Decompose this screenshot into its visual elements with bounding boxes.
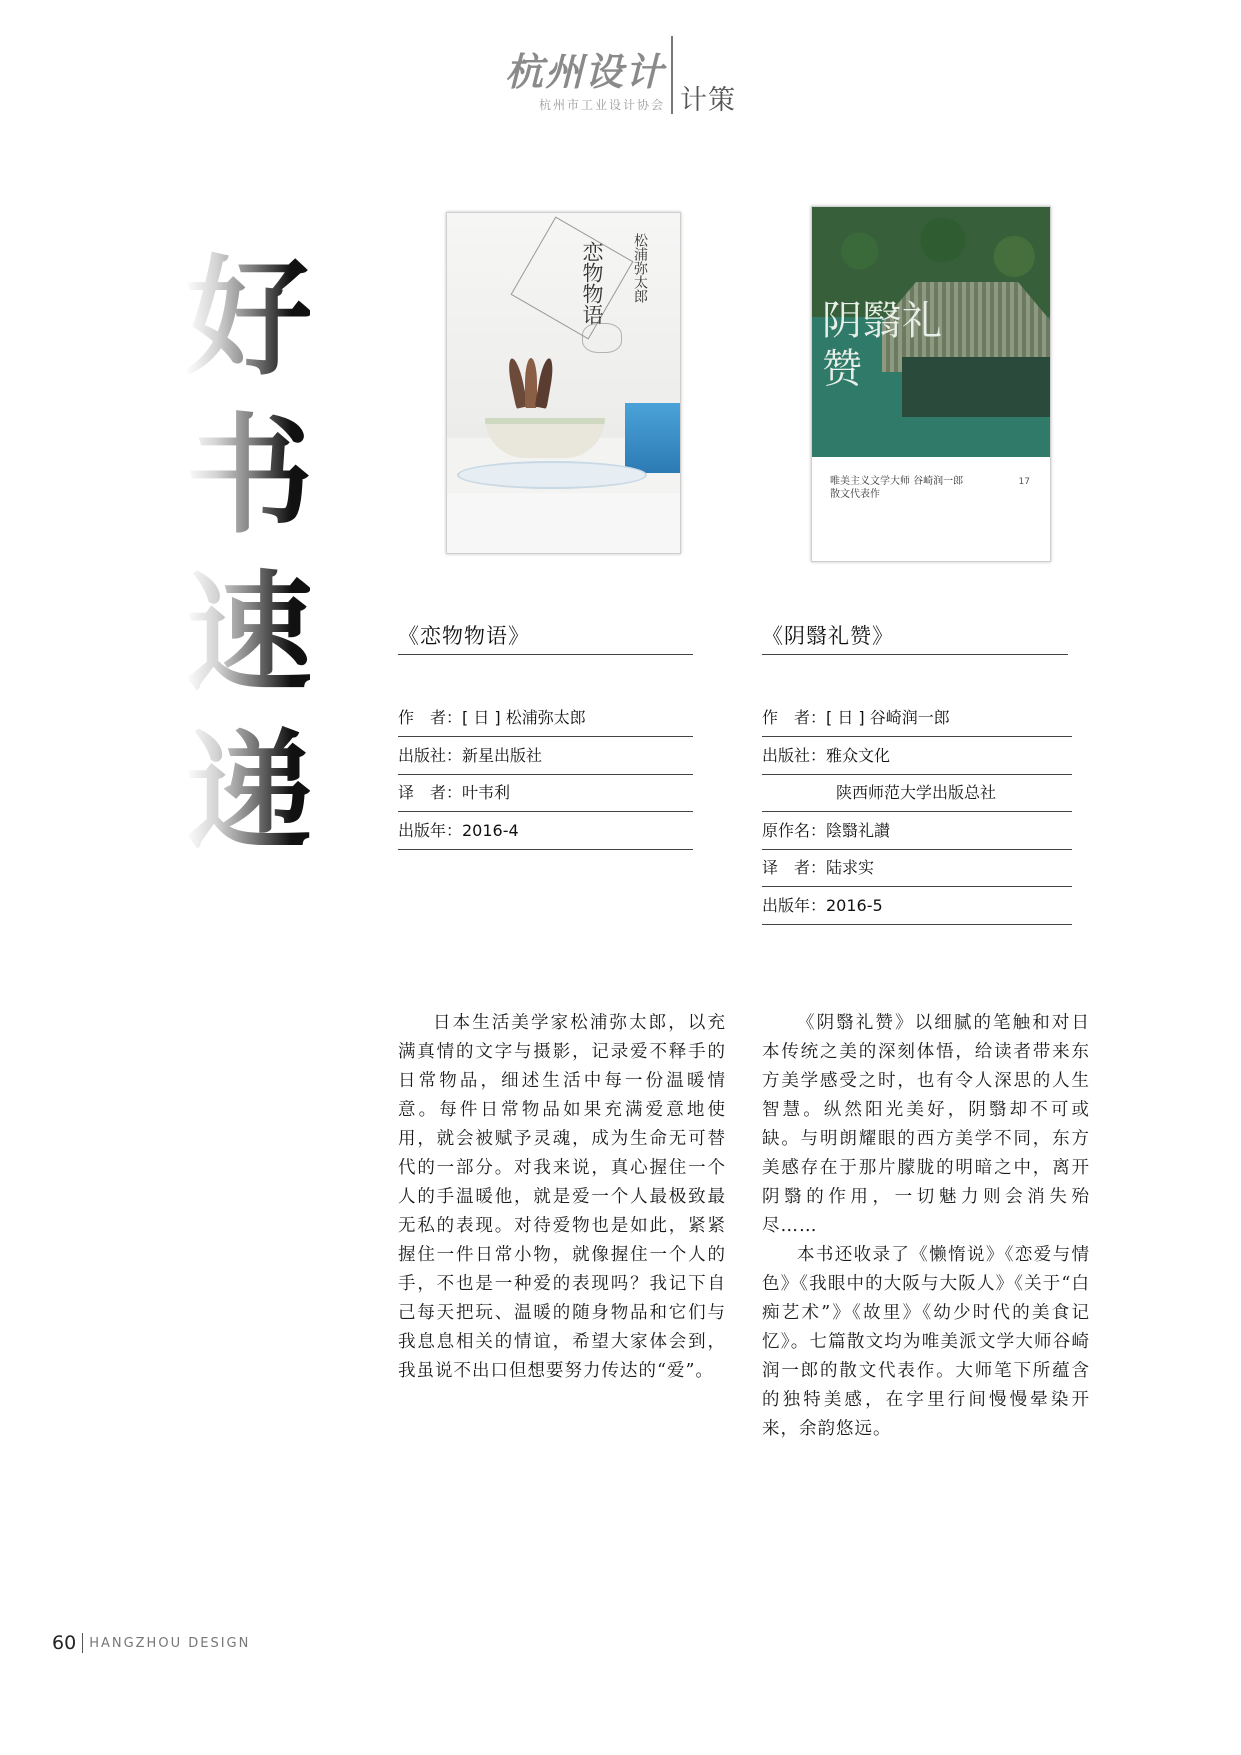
magazine-name: HANGZHOU DESIGN bbox=[89, 1635, 251, 1651]
title-char: 好 bbox=[185, 240, 310, 398]
section-label: 计策 bbox=[680, 85, 736, 116]
review-paragraph: 日本生活美学家松浦弥太郎，以充满真情的文字与摄影，记录爱不释手的日常物品，细述生活中每一份温暖情意。每件日常物品如果充满爱意地使用，就会被赋予灵魂，成为生命无可替代的一部分。对我来说，真心握住一个人的手温暖他，就是爱一个人最极致最无私的表现。对待爱物也是如此，紧紧握住一件日常小物，就像握住一个人的手，不也是一种爱的表现吗？我记下自己每天把玩、温暖的随身物品和它们与我息息相关的情谊，希望大家体会到，我虽说不出口但想要努力传达的“爱”。 bbox=[398, 1013, 726, 1381]
book2-info-publisher-2: 陕西师范大学出版总社 bbox=[762, 782, 1072, 812]
brand-subtitle: 杭州市工业设计协会 bbox=[538, 98, 665, 112]
wooden-utensils-photo bbox=[507, 348, 557, 408]
book2-title: 《阴翳礼赞》 bbox=[762, 624, 894, 648]
page-title bbox=[185, 240, 314, 872]
cover-title: 恋物物语 bbox=[580, 241, 604, 325]
brand-logo: 杭州设计 bbox=[505, 49, 666, 94]
book2-title-rule bbox=[762, 654, 1068, 655]
title-char: 书 bbox=[185, 398, 310, 556]
page-number: 60 bbox=[52, 1632, 77, 1654]
book1-info-publisher: 出版社：新星出版社 bbox=[398, 745, 693, 775]
review-paragraph: 《阴翳礼赞》以细腻的笔触和对日本传统之美的深刻体悟，给读者带来东方美学感受之时，也有令人深思的人生智慧。纵然阳光美好，阴翳却不可或缺。与明朗耀眼的西方美学不同，东方美感存在于那片朦胧的明暗之中，离开阴翳的作用，一切魅力则会消失殆尽…… bbox=[762, 1013, 1090, 1236]
book2-info-translator: 译 者：陆求实 bbox=[762, 857, 1072, 887]
book2-review bbox=[762, 1009, 1090, 1444]
cover-tagline-line: 散文代表作 bbox=[830, 489, 880, 500]
title-char: 递 bbox=[185, 714, 310, 872]
blue-books-photo bbox=[625, 403, 681, 473]
book1-review bbox=[398, 1009, 726, 1386]
sketch-illustration bbox=[582, 323, 622, 353]
book2-info-author: 作 者：[ 日 ] 谷崎润一郎 bbox=[762, 707, 1072, 737]
bowl-photo bbox=[485, 418, 605, 458]
footer-divider bbox=[82, 1633, 83, 1653]
book1-title-rule bbox=[398, 654, 693, 655]
series-number: 17 bbox=[1018, 477, 1030, 487]
review-paragraph: 本书还收录了《懒惰说》《恋爱与情色》《我眼中的大阪与大阪人》《关于“白痴艺术”》《故里》《幼少时代的美食记忆》。七篇散文均为唯美派文学大师谷崎润一郎的散文代表作。大师笔下所蕴含的独特美感，在字里行间慢慢晕染开来，余韵悠远。 bbox=[762, 1245, 1090, 1439]
title-char: 速 bbox=[185, 556, 310, 714]
book1-title: 《恋物物语》 bbox=[398, 624, 530, 648]
book1-cover bbox=[446, 212, 681, 554]
book2-cover bbox=[811, 206, 1051, 562]
plate-photo bbox=[457, 461, 647, 489]
page-footer bbox=[52, 1632, 250, 1654]
book2-info-publisher: 出版社：雅众文化 bbox=[762, 745, 1072, 775]
header-divider bbox=[671, 36, 673, 114]
cover-author: 松浦弥太郎 bbox=[632, 233, 648, 303]
brand-block bbox=[505, 50, 665, 113]
book2-info-original-title: 原作名：陰翳礼讃 bbox=[762, 820, 1072, 850]
book1-info-translator: 译 者：叶韦利 bbox=[398, 782, 693, 812]
cover-tagline bbox=[830, 475, 963, 501]
cover-woodblock-art bbox=[812, 207, 1050, 457]
book2-info-year: 出版年：2016-5 bbox=[762, 895, 1072, 925]
cover-tagline-line: 唯美主义文学大师 谷崎润一郎 bbox=[830, 476, 964, 487]
table-surface bbox=[447, 493, 680, 554]
book1-info-year: 出版年：2016-4 bbox=[398, 820, 693, 850]
book1-info-author: 作 者：[ 日 ] 松浦弥太郎 bbox=[398, 707, 693, 737]
cover-title: 阴翳礼赞 bbox=[822, 298, 942, 392]
